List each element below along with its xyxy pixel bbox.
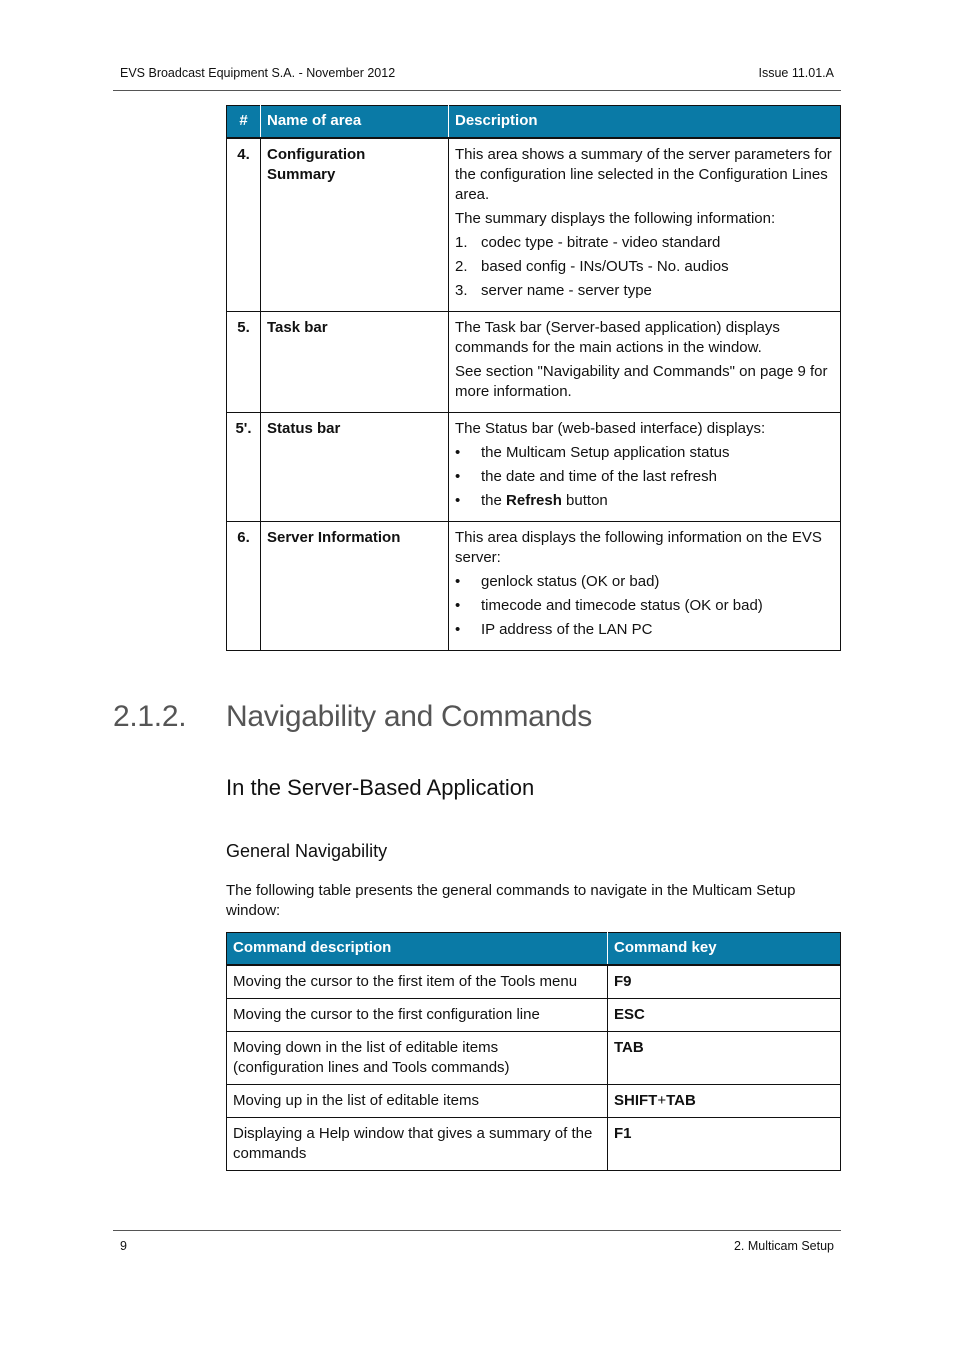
list-item-text-pre: the — [481, 491, 507, 509]
bullet-icon: • — [455, 467, 461, 485]
key-separator: + — [657, 1091, 667, 1109]
list-item-text: IP address of the LAN PC — [481, 620, 653, 638]
numbered-list — [455, 233, 834, 301]
command-key: ESC — [608, 998, 841, 1031]
refresh-button-label: Refresh — [506, 491, 562, 509]
col-number: # — [227, 106, 261, 138]
list-item-text: server name - server type — [481, 281, 652, 299]
row-number: 6. — [227, 521, 261, 650]
command-description-line: Moving down in the list of editable items — [233, 1038, 499, 1056]
bullet-icon: • — [455, 443, 461, 461]
bullet-icon: • — [455, 596, 461, 614]
description-paragraph: This area shows a summary of the server parameters for the configuration line selected in the Configuration Lines area. — [455, 145, 832, 203]
list-item-text: codec type - bitrate - video standard — [481, 233, 721, 251]
col-command-key: Command key — [608, 933, 841, 965]
list-item-text: the date and time of the last refresh — [481, 467, 717, 485]
list-item — [455, 281, 834, 301]
list-item — [455, 467, 834, 487]
command-key: TAB — [608, 1031, 841, 1084]
list-item-text: genlock status (OK or bad) — [481, 572, 660, 590]
list-item — [455, 233, 834, 253]
col-description: Description — [449, 106, 841, 138]
row-description — [449, 311, 841, 412]
key-part: TAB — [666, 1091, 696, 1109]
bullet-icon: • — [455, 491, 461, 509]
commands-table — [226, 932, 841, 1171]
row-number: 4. — [227, 138, 261, 312]
list-item — [455, 620, 834, 640]
list-marker: 1. — [455, 233, 468, 251]
command-description: Moving the cursor to the first item of the Tools menu — [227, 965, 608, 999]
description-paragraph: The summary displays the following information: — [455, 209, 776, 227]
bullet-icon: • — [455, 572, 461, 590]
table-row — [227, 412, 841, 521]
row-description — [449, 412, 841, 521]
page-number: 9 — [120, 1239, 127, 1253]
list-item — [455, 572, 834, 592]
bullet-icon: • — [455, 620, 461, 638]
command-description: Moving up in the list of editable items — [227, 1084, 608, 1117]
command-key: F9 — [608, 965, 841, 999]
list-item-text: the Multicam Setup application status — [481, 443, 730, 461]
page-footer — [113, 1230, 841, 1260]
areas-table — [226, 105, 841, 651]
table-row — [227, 1031, 841, 1084]
page-header — [113, 63, 841, 91]
description-paragraph: The Status bar (web-based interface) displays: — [455, 419, 766, 437]
bullet-list — [455, 443, 834, 511]
list-item — [455, 443, 834, 463]
row-name: Status bar — [261, 412, 449, 521]
table-row — [227, 965, 841, 999]
row-number: 5. — [227, 311, 261, 412]
header-publisher: EVS Broadcast Equipment S.A. - November 2012 — [120, 66, 396, 80]
list-item — [455, 491, 834, 511]
table-row — [227, 311, 841, 412]
command-description: Moving the cursor to the first configuration line — [227, 998, 608, 1031]
list-marker: 2. — [455, 257, 468, 275]
command-key: F1 — [608, 1117, 841, 1170]
col-name: Name of area — [261, 106, 449, 138]
list-item — [455, 596, 834, 616]
description-paragraph: The Task bar (Server-based application) displays commands for the main actions in the window. — [455, 318, 780, 356]
table-row — [227, 521, 841, 650]
list-item-text-post: button — [561, 491, 608, 509]
list-item — [455, 257, 834, 277]
list-item-text: timecode and timecode status (OK or bad) — [481, 596, 763, 614]
commands-table-header — [227, 933, 841, 965]
section-heading — [113, 700, 592, 734]
table-row — [227, 138, 841, 312]
table-row — [227, 1084, 841, 1117]
description-paragraph: See section "Navigability and Commands" on page 9 for more information. — [455, 362, 828, 400]
command-description: Displaying a Help window that gives a summary of the commands — [227, 1117, 608, 1170]
areas-table-header — [227, 106, 841, 138]
section-title: Navigability and Commands — [226, 700, 593, 733]
command-key — [608, 1084, 841, 1117]
row-name — [261, 138, 449, 312]
row-description — [449, 521, 841, 650]
row-number: 5'. — [227, 412, 261, 521]
list-item-text: based config - INs/OUTs - No. audios — [481, 257, 729, 275]
description-paragraph: This area displays the following information on the EVS server: — [455, 528, 822, 566]
table-row — [227, 1117, 841, 1170]
command-description — [227, 1031, 608, 1084]
subsubsection-heading: General Navigability — [226, 841, 388, 861]
intro-paragraph: The following table presents the general commands to navigate in the Multicam Setup window: — [226, 882, 796, 919]
header-issue: Issue 11.01.A — [758, 66, 834, 80]
row-description — [449, 138, 841, 312]
col-command-description: Command description — [227, 933, 608, 965]
row-name: Task bar — [261, 311, 449, 412]
table-row — [227, 998, 841, 1031]
subsection-heading: In the Server-Based Application — [226, 775, 535, 800]
row-name-line: Summary — [267, 165, 336, 183]
chapter-name: 2. Multicam Setup — [733, 1239, 834, 1253]
section-number: 2.1.2. — [113, 700, 187, 733]
row-name-line: Configuration — [267, 145, 366, 163]
key-part: SHIFT — [614, 1091, 658, 1109]
list-marker: 3. — [455, 281, 468, 299]
bullet-list — [455, 572, 834, 640]
row-name: Server Information — [261, 521, 449, 650]
command-description-line: (configuration lines and Tools commands) — [233, 1058, 510, 1076]
